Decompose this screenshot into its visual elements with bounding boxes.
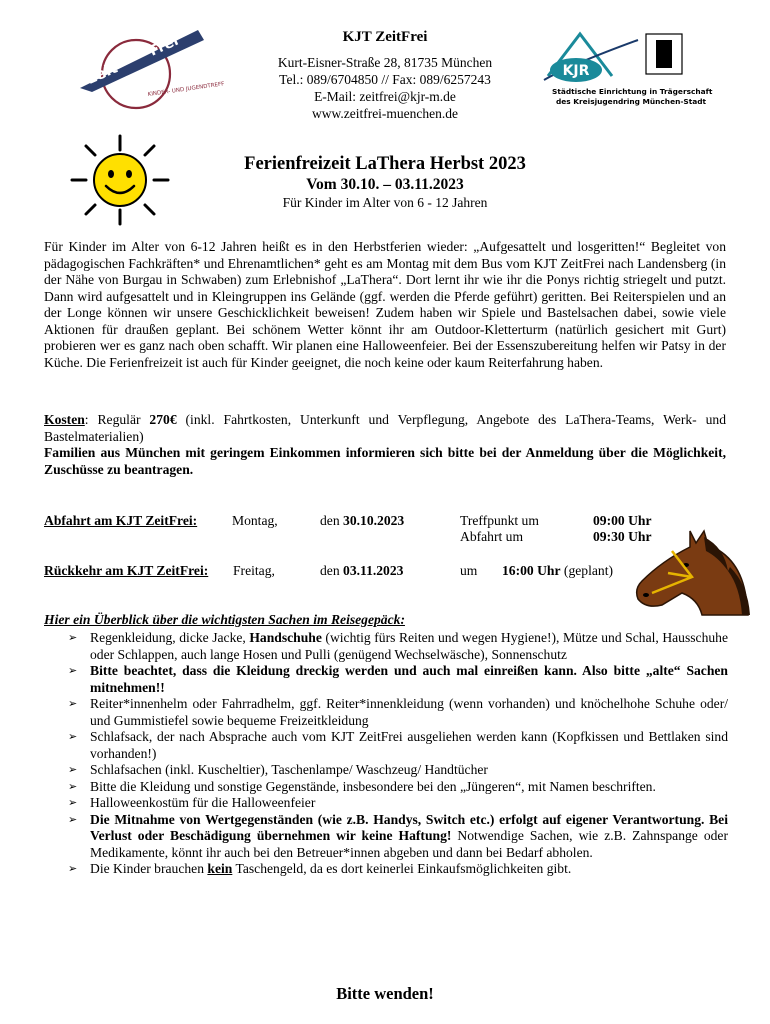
packing-item: ➢ Die Kinder brauchen kein Taschengeld, da es dort keinerlei Einkaufsmöglichkeiten gibt. [68,861,572,876]
return-at: um [460,563,478,578]
return-time: 16:00 Uhr (geplant) [502,563,613,578]
arrow-bullet-icon: ➢ [68,779,78,793]
intro-paragraph: Für Kinder im Alter von 6-12 Jahren heißt es in den Herbstferien wieder: „Aufgesattelt und losgeritten!“ Begleitet von pädagogischen Fachkräften* und Ehrenamtlichen* geht es am Montag mit dem Bus vom KJT ZeitFrei nach Landensberg (in der Nähe von Burgau in Schwaben) zum Erlebnishof „LaThera“. Dort lernt ihr wie ihr die Ponys richtig striegelt und putzt. Dann wird aufgesattelt und in Kleingruppen ins Gelände (ggf. werden die Pferde geführt) geritten. Bei Reiterspielen und an der Longe können wir unsere Geschicklichkeit beweisen! Zudem haben wir Spiele und Bastelsachen dabei, sowie viele Aktionen für draußen geplant. Bei schönem Wetter könnt ihr am Outdoor-Kletterturm (natürlich gesichert mit Gurt) probieren wer es ganz nach oben schafft. Wir planen eine Halloweenfeier. Bei der Essenszubereitung helfen wir Patsy in der Küche. Die Ferienfreizeit ist auch für Kinder geeignet, die noch keine oder kaum Reiterfahrung haben. [44,239,726,370]
departure-day: Montag, [232,513,278,528]
departure-meet-label: Treffpunkt um [460,513,539,528]
packing-item: ➢ Reiter*innenhelm oder Fahrradhelm, ggf. Reiter*innenkleidung (wenn vorhanden) und knöchelhohe Schuhe oder/ und Gummistiefel sowie bequeme Freizeitkleidung [68,696,728,728]
return-date: den 03.11.2023 [320,563,404,578]
arrow-bullet-icon: ➢ [68,730,78,743]
org-email[interactable]: E-Mail: zeitfrei@kjr-m.de [314,89,456,104]
kjr-logo-line2: des Kreisjugendring München-Stadt [556,97,707,106]
costs-prefix: : Regulär [84,412,150,427]
packing-list [68,630,728,878]
packing-item: ➢ Regenkleidung, dicke Jacke, Handschuhe (wichtig fürs Reiten und wegen Hygiene!), Mütze und Schal, Hausschuhe oder Schlappen, auch lange Hosen und Pulli (genügend Wechselwäsche), Sonnenschutz [68,630,729,662]
packing-item: ➢ Schlafsachen (inkl. Kuscheltier), Taschenlampe/ Waschzeug/ Handtücher [68,762,488,777]
org-address: Kurt-Eisner-Straße 28, 81735 München [277,55,493,70]
departure-meet-time: 09:00 Uhr [593,513,652,528]
costs-paragraph [44,412,726,445]
kjr-logo-line1: Städtische Einrichtung in Trägerschaft [552,87,713,96]
packing-item: ➢ Die Mitnahme von Wertgegenständen (wie z.B. Handys, Switch etc.) erfolgt auf eigener Verantwortung. Bei Verlust oder Beschädigung übernehmen wir keine Haftung! Notwendige Sachen, wie z.B. Zahnspange oder Medikamente, könnt ihr auch bei den Betreuer*innen abgeben und dann bei Bedarf abholen. [68,811,728,860]
costs-label: Kosten [44,412,85,427]
kjr-logo-graphic [542,28,722,112]
org-name: KJT ZeitFrei [342,29,428,45]
return-label: Rückkehr am KJT ZeitFrei: [44,563,209,578]
page-age-range: Für Kinder im Alter von 6 - 12 Jahren [282,195,488,210]
return-day: Freitag, [233,563,275,578]
arrow-bullet-icon: ➢ [68,862,78,875]
kjr-logo-mark: KJR [562,63,590,79]
packing-heading: Hier ein Überblick über die wichtigsten Sachen im Reisegepäck: [44,612,405,627]
arrow-bullet-icon: ➢ [68,631,78,644]
zeitfrei-logo-word-left: zeit [84,58,121,88]
horse-head-icon [632,527,760,617]
departure-leave-label: Abfahrt um [460,529,524,544]
arrow-bullet-icon: ➢ [68,697,78,710]
departure-date: den 30.10.2023 [320,513,405,528]
zeitfrei-logo-word-right: Frei [147,32,181,60]
org-phone-fax: Tel.: 089/6704850 // Fax: 089/6257243 [279,72,491,87]
page-dates: Vom 30.10. – 03.11.2023 [306,176,464,193]
departure-leave-time: 09:30 Uhr [593,529,652,544]
packing-item: ➢ Schlafsack, der nach Absprache auch vom KJT ZeitFrei ausgeliehen werden kann (Kopfkissen und Bettlaken sind vorhanden!) [68,729,728,761]
page-title: Ferienfreizeit LaThera Herbst 2023 [244,154,526,174]
kjr-logo [542,28,722,112]
arrow-bullet-icon: ➢ [68,664,78,677]
org-website[interactable]: www.zeitfrei-muenchen.de [311,106,459,121]
costs-subsidy-note: Familien aus München mit geringem Einkommen informieren sich bitte bei der Anmeldung über die Möglichkeit, Zuschüsse zu beantragen. [44,445,726,477]
please-turn-over: Bitte wenden! [336,984,434,1003]
sun-icon [58,130,182,230]
packing-item: ➢ Bitte die Kleidung und sonstige Gegenstände, insbesondere bei den „Jüngeren“, mit Namen beschriften. [68,778,656,794]
zeitfrei-logo [72,26,225,112]
zeitfrei-logo-graphic [72,26,225,112]
costs-amount: 270€ [149,412,177,427]
packing-item: ➢ Halloweenkostüm für die Halloweenfeier [68,795,316,810]
arrow-bullet-icon: ➢ [68,796,78,809]
packing-item: ➢ Bitte beachtet, dass die Kleidung dreckig werden und auch mal einreißen kann. Also bitte „alte“ Sachen mitnehmen!! [68,663,728,695]
departure-label: Abfahrt am KJT ZeitFrei: [44,513,198,528]
costs-details: (inkl. Fahrtkosten, Unterkunft und Verpflegung, Angebote des LaThera-Teams, Werk- und Bastelmaterialien) [44,412,726,444]
arrow-bullet-icon: ➢ [68,763,78,776]
zeitfrei-logo-tagline: KINDER- UND JUGENDTREFF [147,81,225,98]
arrow-bullet-icon: ➢ [68,812,78,826]
